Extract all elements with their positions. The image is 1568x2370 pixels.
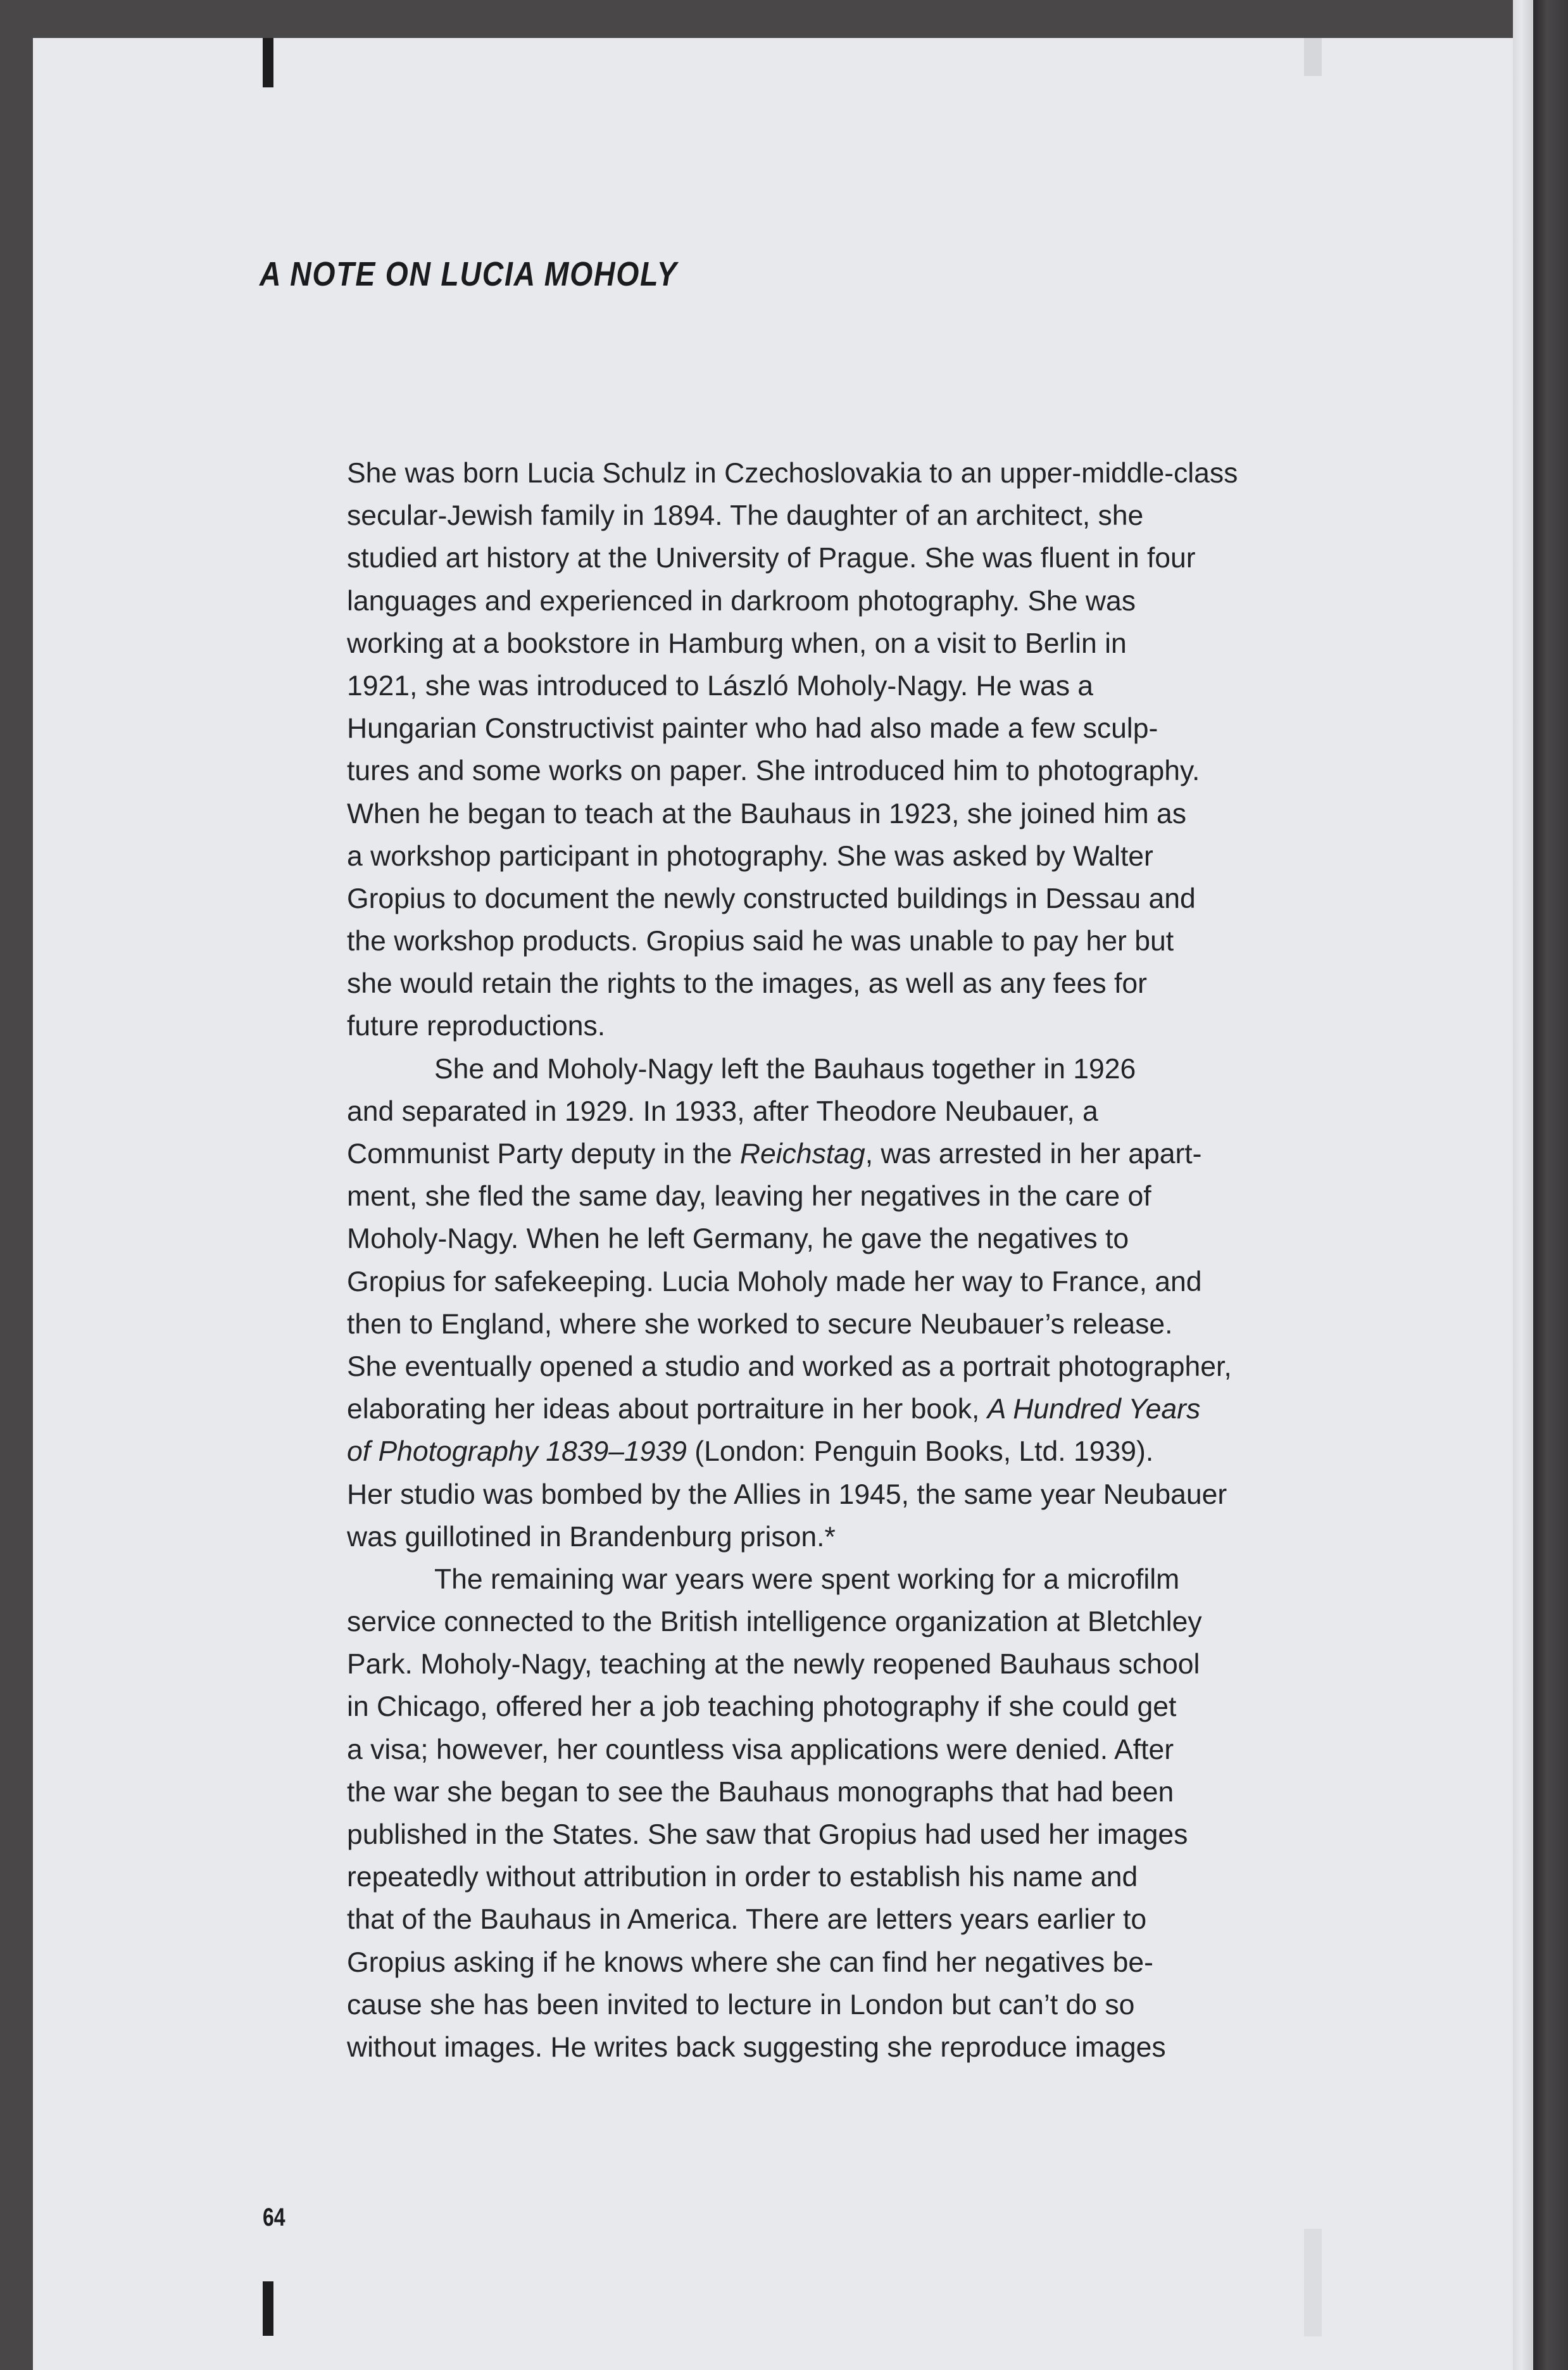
text-line: that of the Bauhaus in America. There are letters years earlier to: [347, 1904, 1147, 1936]
page-number: 64: [263, 2203, 285, 2231]
text-line: studied art history at the University of Prague. She was fluent in four: [347, 543, 1196, 574]
text-line: was guillotined in Brandenburg prison.*: [347, 1521, 836, 1553]
text-line: then to England, where she worked to secure Neubauer’s release.: [347, 1308, 1173, 1340]
text-line: Her studio was bombed by the Allies in 1945, the same year Neubauer: [347, 1478, 1227, 1510]
text-line: ment, she fled the same day, leaving her negatives in the care of: [347, 1181, 1151, 1213]
text-line: working at a bookstore in Hamburg when, on a visit to Berlin in: [347, 627, 1127, 659]
text-line: When he began to teach at the Bauhaus in 1923, she joined him as: [347, 798, 1187, 829]
text-line: [347, 1430, 1322, 1473]
scan-right-border: [1533, 0, 1568, 2370]
text-run: (London: Penguin Books, Ltd. 1939).: [686, 1436, 1154, 1468]
text-line: Hungarian Constructivist painter who had also made a few sculp-: [347, 713, 1158, 745]
italic-title: of Photography 1839–1939: [347, 1436, 687, 1468]
text-line: Gropius to document the newly constructed buildings in Dessau and: [347, 883, 1196, 914]
text-line: [347, 1388, 1322, 1430]
text-line: [347, 1133, 1322, 1175]
crop-mark-bottom: [263, 2281, 273, 2336]
text-line: service connected to the British intelligence organization at Bletchley: [347, 1606, 1202, 1638]
text-run: Communist Party deputy in the: [347, 1138, 740, 1169]
text-line: a visa; however, her countless visa applications were denied. After: [347, 1734, 1174, 1765]
text-line: Moholy-Nagy. When he left Germany, he gave the negatives to: [347, 1223, 1129, 1255]
text-line: repeatedly without attribution in order to establish his name and: [347, 1862, 1138, 1893]
text-line: The remaining war years were spent working for a microfilm: [434, 1563, 1180, 1595]
text-line: languages and experienced in darkroom photography. She was: [347, 585, 1136, 617]
section-heading: A NOTE ON LUCIA MOHOLY: [260, 255, 678, 293]
text-line: Gropius for safekeeping. Lucia Moholy made her way to France, and: [347, 1266, 1202, 1297]
italic-title: A Hundred Years: [987, 1394, 1201, 1425]
text-line: the war she began to see the Bauhaus monographs that had been: [347, 1776, 1174, 1808]
text-line: the workshop products. Gropius said he was unable to pay her but: [347, 926, 1174, 957]
show-through-mark-top: [1304, 38, 1322, 76]
page-gutter: [1513, 0, 1533, 2370]
show-through-mark-bottom: [1304, 2229, 1322, 2336]
text-line: secular-Jewish family in 1894. The daughter of an architect, she: [347, 500, 1144, 532]
text-run: , was arrested in her apart-: [865, 1138, 1202, 1169]
text-line: and separated in 1929. In 1933, after Theodore Neubauer, a: [347, 1095, 1098, 1127]
text-line: Park. Moholy-Nagy, teaching at the newly reopened Bauhaus school: [347, 1649, 1200, 1680]
scan-top-border: [0, 0, 1568, 38]
text-line: cause she has been invited to lecture in London but can’t do so: [347, 1989, 1135, 2020]
text-line: She and Moholy-Nagy left the Bauhaus together in 1926: [434, 1053, 1136, 1085]
text-run: elaborating her ideas about portraiture in her book,: [347, 1394, 988, 1425]
text-line: Gropius asking if he knows where she can find her negatives be-: [347, 1946, 1153, 1978]
text-line: tures and some works on paper. She introduced him to photography.: [347, 755, 1200, 787]
text-line: 1921, she was introduced to László Moholy-Nagy. He was a: [347, 670, 1094, 702]
text-line: a workshop participant in photography. She was asked by Walter: [347, 840, 1153, 872]
italic-title: Reichstag: [739, 1138, 865, 1169]
text-line: She was born Lucia Schulz in Czechoslovakia to an upper-middle-class: [347, 458, 1238, 489]
text-line: published in the States. She saw that Gropius had used her images: [347, 1819, 1188, 1850]
text-line: in Chicago, offered her a job teaching photography if she could get: [347, 1691, 1177, 1723]
text-line: without images. He writes back suggesting she reproduce images: [347, 2031, 1166, 2063]
body-text: [347, 452, 1322, 2069]
text-line: She eventually opened a studio and worked as a portrait photographer,: [347, 1351, 1232, 1382]
crop-mark-top: [263, 38, 273, 87]
text-line: future reproductions.: [347, 1011, 606, 1042]
text-line: she would retain the rights to the images, as well as any fees for: [347, 968, 1147, 1000]
